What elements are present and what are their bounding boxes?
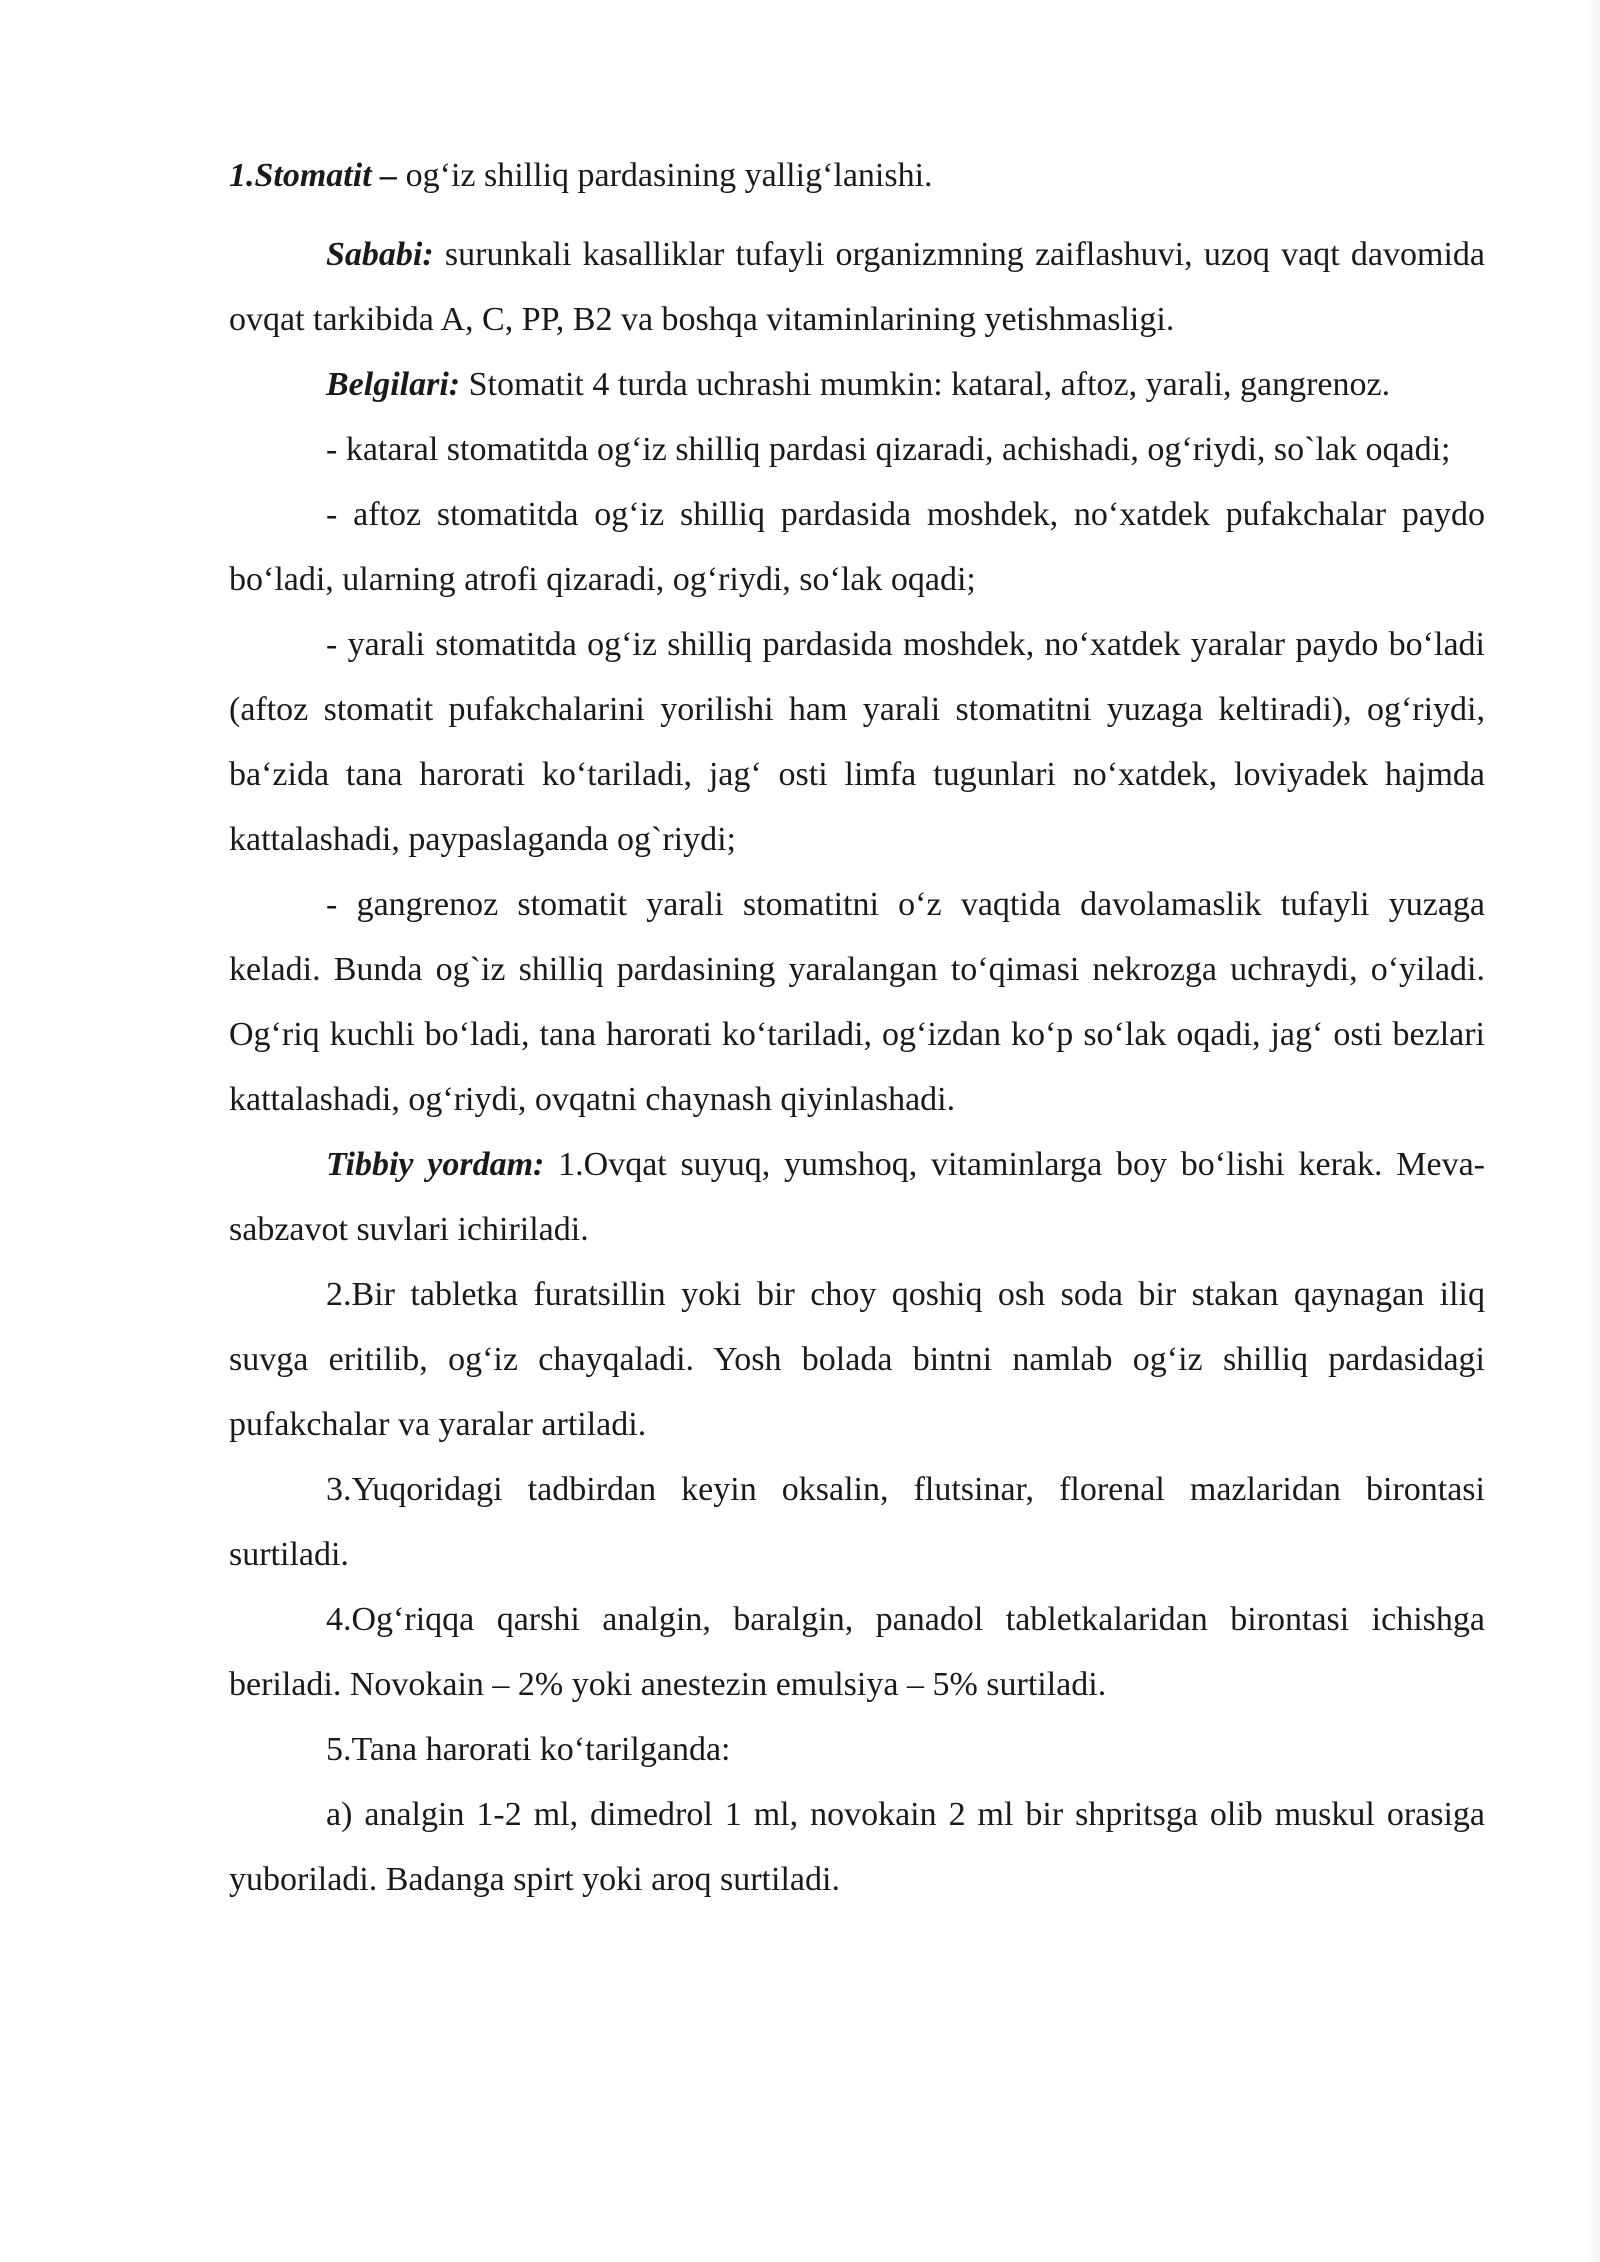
paragraph-label: Sababi:	[326, 236, 434, 273]
list-item-gangrenous	[229, 872, 1485, 1132]
paragraph-text: Stomatit 4 turda uchrashi mumkin: kataral, aftoz, yarali, gangrenoz.	[460, 366, 1391, 403]
paragraph-text: - aftoz stomatitda og‘iz shilliq pardasida moshdek, no‘xatdek pufakchalar paydo bo‘ladi, ularning atrofi qizaradi, og‘riydi, so‘lak oqadi;	[229, 496, 1485, 598]
paragraph-text: 4.Og‘riqqa qarshi analgin, baralgin, panadol tabletkalaridan birontasi ichishga beriladi. Novokain – 2% yoki anestezin emulsiya – 5% surtiladi.	[229, 1601, 1485, 1703]
aid-step-5	[229, 1717, 1485, 1782]
paragraph-text: 5.Tana harorati ko‘tarilganda:	[326, 1731, 731, 1768]
document-body	[229, 143, 1485, 1912]
paragraph-text: - kataral stomatitda og‘iz shilliq pardasi qizaradi, achishadi, og‘riydi, so`lak oqadi;	[326, 431, 1451, 468]
paragraph-text: 1.Ovqat suyuq, yumshoq, vitaminlarga boy bo‘lishi kerak. Meva-sabzavot suvlari ichiriladi.	[229, 1146, 1485, 1248]
list-item-catarrhal	[229, 417, 1485, 482]
section-heading	[229, 143, 1485, 208]
paragraph-label: Tibbiy yordam:	[326, 1146, 545, 1183]
list-item-ulcerative	[229, 612, 1485, 872]
paragraph-text: 3.Yuqoridagi tadbirdan keyin oksalin, flutsinar, florenal mazlaridan birontasi surtiladi.	[229, 1471, 1485, 1573]
paragraph-symptoms	[229, 352, 1485, 417]
paragraph-text: surunkali kasalliklar tufayli organizmning zaiflashuvi, uzoq vaqt davomida ovqat tarkibida A, C, PP, B2 va boshqa vitaminlarining yetishmasligi.	[229, 236, 1485, 338]
heading-definition: og‘iz shilliq pardasining yallig‘lanishi.	[397, 157, 933, 194]
page-edge-shadow	[1586, 0, 1600, 2262]
paragraph-medical-aid	[229, 1132, 1485, 1262]
paragraph-label: Belgilari:	[326, 366, 461, 403]
aid-step-5a	[229, 1782, 1485, 1912]
aid-step-3	[229, 1457, 1485, 1587]
aid-step-4	[229, 1587, 1485, 1717]
aid-step-2	[229, 1262, 1485, 1457]
paragraph-text: a) analgin 1-2 ml, dimedrol 1 ml, novokain 2 ml bir shpritsga olib muskul orasiga yuboriladi. Badanga spirt yoki aroq surtiladi.	[229, 1796, 1485, 1898]
paragraph-causes	[229, 222, 1485, 352]
heading-term: 1.Stomatit –	[229, 157, 398, 194]
list-item-aphthous	[229, 482, 1485, 612]
paragraph-text: 2.Bir tabletka furatsillin yoki bir choy qoshiq osh soda bir stakan qaynagan iliq suvga eritilib, og‘iz chayqaladi. Yosh bolada bintni namlab og‘iz shilliq pardasidagi pufakchalar va yaralar artiladi.	[229, 1276, 1485, 1443]
paragraph-text: - gangrenoz stomatit yarali stomatitni o‘z vaqtida davolamaslik tufayli yuzaga keladi. Bunda og`iz shilliq pardasining yaralangan to‘qimasi nekrozga uchraydi, o‘yiladi. Og‘riq kuchli bo‘ladi, tana harorati ko‘tariladi, og‘izdan ko‘p so‘lak oqadi, jag‘ osti bezlari kattalashadi, og‘riydi, ovqatni chaynash qiyinlashadi.	[229, 886, 1485, 1118]
paragraph-text: - yarali stomatitda og‘iz shilliq pardasida moshdek, no‘xatdek yaralar paydo bo‘ladi (aftoz stomatit pufakchalarini yorilishi ham yarali stomatitni yuzaga keltiradi), og‘riydi, ba‘zida tana harorati ko‘tariladi, jag‘ osti limfa tugunlari no‘xatdek, loviyadek hajmda kattalashadi, paypaslaganda og`riydi;	[229, 626, 1485, 858]
